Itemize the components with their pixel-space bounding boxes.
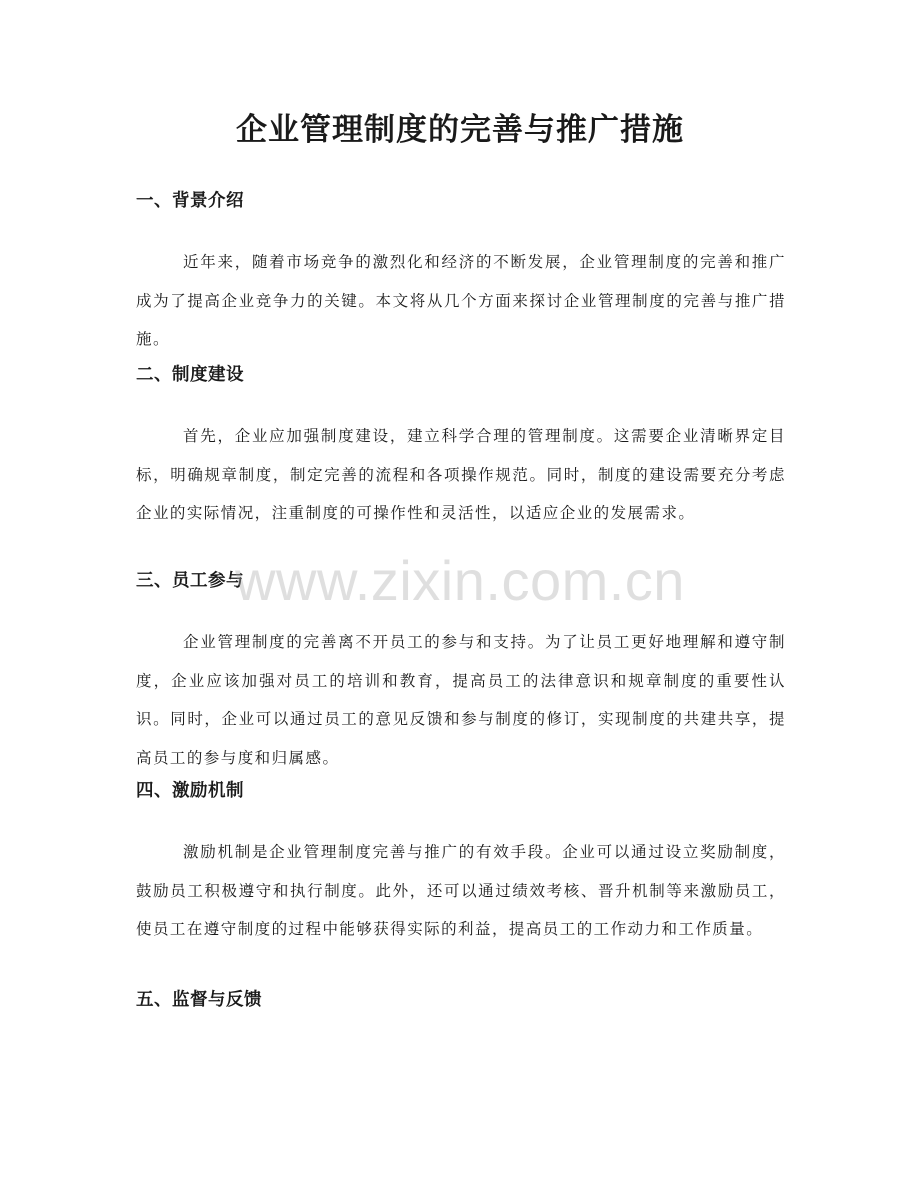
section-heading: 二、制度建设 (136, 365, 244, 385)
section-paragraph: 激励机制是企业管理制度完善与推广的有效手段。企业可以通过设立奖励制度，鼓励员工积极遵守和执行制度。此外，还可以通过绩效考核、晋升机制等来激励员工，使员工在遵守制度的过程中能够获得实际的利益，提高员工的工作动力和工作质量。 (136, 843, 786, 938)
section-employee-participation (136, 566, 786, 777)
section-paragraph: 首先，企业应加强制度建设，建立科学合理的管理制度。这需要企业清晰界定目标，明确规章制度，制定完善的流程和各项操作规范。同时，制度的建设需要充分考虑企业的实际情况，注重制度的可操作性和灵活性，以适应企业的发展需求。 (136, 427, 786, 522)
document-title: 企业管理制度的完善与推广措施 (236, 112, 684, 148)
section-heading: 五、监督与反馈 (136, 990, 262, 1010)
watermark-text: www.zixin.com.cn (235, 549, 685, 612)
section-paragraph: 企业管理制度的完善离不开员工的参与和支持。为了让员工更好地理解和遵守制度，企业应该加强对员工的培训和教育，提高员工的法律意识和规章制度的重要性认识。同时，企业可以通过员工的意见反馈和参与制度的修订，实现制度的共建共享，提高员工的参与度和归属感。 (136, 633, 786, 767)
section-heading: 四、激励机制 (136, 781, 244, 801)
section-heading: 三、员工参与 (136, 571, 244, 591)
section-paragraph: 近年来，随着市场竞争的激烈化和经济的不断发展，企业管理制度的完善和推广成为了提高企业竞争力的关键。本文将从几个方面来探讨企业管理制度的完善与推广措施。 (136, 253, 786, 348)
section-background (136, 186, 786, 359)
section-heading: 一、背景介绍 (136, 191, 244, 211)
section-supervision-feedback (136, 985, 786, 1015)
section-incentive-mechanism (136, 776, 786, 949)
section-system-construction (136, 360, 786, 533)
